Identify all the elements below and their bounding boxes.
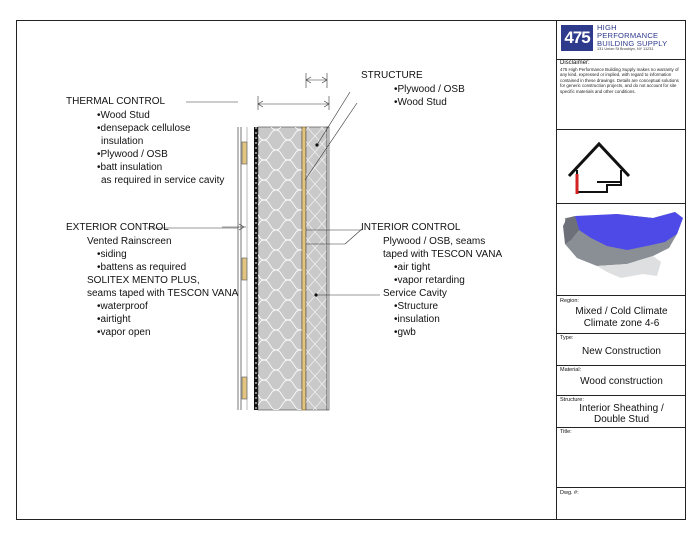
interior-title: INTERIOR CONTROL (361, 222, 461, 233)
type-cell (557, 334, 686, 366)
thermal-title: THERMAL CONTROL (66, 96, 166, 107)
exterior-item: •airtight (97, 314, 131, 325)
structure-line1: Interior Sheathing / (579, 403, 664, 414)
company-name: HIGH PERFORMANCE BUILDING SUPPLY (597, 23, 668, 48)
region-cell (557, 296, 686, 334)
disclaimer-cell (557, 60, 686, 130)
logo-cell (557, 20, 686, 60)
exterior-item: •vapor open (97, 327, 151, 338)
exterior-line: SOLITEX MENTO PLUS, (87, 275, 200, 286)
exterior-line: seams taped with TESCON VANA (87, 288, 239, 299)
interior-line: Service Cavity (383, 288, 447, 299)
interior-line: taped with TESCON VANA (383, 249, 503, 260)
thermal-item: •batt insulation (97, 162, 163, 173)
disclaimer-text: 475 High Performance Building Supply makes no warranty of any kind, expressed or implied, with regard to information contained in these drawings. Details are conceptual solutions for generic construction projects, and do not account for site specific materials and other conditions. (560, 67, 679, 94)
exterior-line: Vented Rainscreen (87, 236, 172, 247)
type-label: Type: (560, 335, 574, 341)
interior-item: •air tight (394, 262, 431, 273)
climate-map-cell (557, 204, 686, 296)
gypsum-board (327, 127, 329, 410)
batten (242, 258, 247, 280)
us-climate-map (557, 204, 686, 296)
disclaimer-label: Disclaimer: (560, 60, 590, 66)
thermal-item: insulation (101, 136, 144, 147)
interior-item: •insulation (394, 314, 440, 325)
material-label: Material: (560, 367, 582, 373)
title-cell (557, 428, 686, 488)
title-block (556, 20, 686, 520)
exterior-title: EXTERIOR CONTROL (66, 222, 169, 233)
material-cell (557, 366, 686, 396)
structure-label: Structure: (560, 397, 584, 403)
thermal-item: •Wood Stud (97, 110, 150, 121)
exterior-item: •battens as required (97, 262, 187, 273)
region-label: Region: (560, 298, 579, 304)
plywood-osb (302, 127, 306, 410)
thermal-item: as required in service cavity (101, 175, 225, 186)
batten (242, 377, 247, 399)
structure-item: •Wood Stud (394, 97, 447, 108)
interior-line: Plywood / OSB, seams (383, 236, 486, 247)
structure-title: STRUCTURE (361, 70, 423, 81)
house-section-icon (557, 130, 686, 204)
thermal-item: •Plywood / OSB (97, 149, 168, 160)
siding-board (238, 127, 241, 410)
interior-item: •vapor retarding (394, 275, 465, 286)
material-value: Wood construction (580, 376, 663, 387)
leader-dot (315, 143, 318, 146)
exterior-item: •siding (97, 249, 127, 260)
dwg-cell (557, 488, 686, 519)
house-icon-cell (557, 130, 686, 204)
dwg-number-label: Dwg. #: (560, 490, 579, 496)
structure-cell (557, 396, 686, 428)
company-address: 131 Union St Brooklyn, NY 11231 (597, 47, 654, 51)
interior-item: •gwb (394, 327, 416, 338)
type-value: New Construction (582, 346, 661, 357)
interior-item: •Structure (394, 301, 439, 312)
exterior-item: •waterproof (97, 301, 148, 312)
title-label: Title: (560, 429, 572, 435)
structure-line2: Double Stud (593, 414, 650, 425)
region-line2: Climate zone 4-6 (583, 318, 660, 329)
leader-dot (314, 293, 317, 296)
structure-item: •Plywood / OSB (394, 84, 465, 95)
region-line1: Mixed / Cold Climate (575, 306, 668, 317)
company-logo: 475 (561, 25, 593, 51)
batten (242, 142, 247, 164)
thermal-item: •densepack cellulose (97, 123, 191, 134)
